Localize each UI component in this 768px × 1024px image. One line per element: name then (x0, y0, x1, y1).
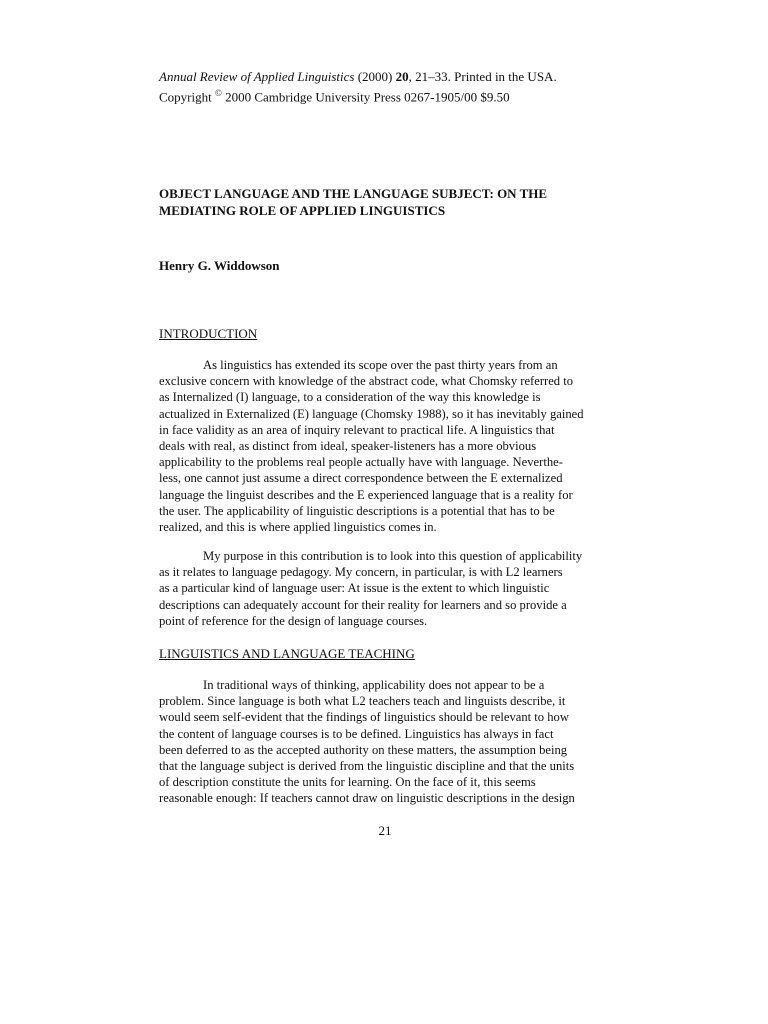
paragraph-line: less, one cannot just assume a direct correspondence between the E externalized (159, 471, 563, 486)
paragraph-line: My purpose in this contribution is to look into this question of applicability (203, 549, 583, 563)
paragraph-line: in face validity as an area of inquiry relevant to practical life. A linguistics that (159, 422, 555, 437)
paragraph-line: applicability to the problems real people actually have with language. Neverthe- (159, 455, 563, 470)
paragraph-line: problem. Since language is both what L2 teachers teach and linguists describe, it (159, 694, 566, 709)
paragraph-line: would seem self-evident that the findings of linguistics should be relevant to how (159, 710, 569, 725)
paragraph-line: As linguistics has extended its scope over the past thirty years from an (203, 358, 558, 372)
paragraph-line: language the linguist describes and the E experienced language that is a reality for (159, 487, 573, 502)
journal-year: (2000) (354, 69, 396, 84)
journal-name: Annual Review of Applied Linguistics (159, 69, 355, 84)
copyright-label: Copyright (159, 89, 215, 105)
paragraph-line: reasonable enough: If teachers cannot draw on linguistic descriptions in the design (159, 791, 575, 806)
paragraph-line: point of reference for the design of language courses. (159, 613, 428, 628)
paragraph-line: deals with real, as distinct from ideal, speaker-listeners has a more obvious (159, 439, 537, 454)
copyright-symbol: © (214, 88, 222, 98)
paragraph-line: the content of language courses is to be defined. Linguistics has always in fact (159, 726, 554, 741)
paragraph-line: been deferred to as the accepted authority on these matters, the assumption being (159, 742, 568, 757)
journal-citation-line-1 (159, 68, 619, 85)
page-number: 21 (378, 823, 392, 838)
paragraph-line: descriptions can adequately account for their reality for learners and so provide a (159, 597, 567, 612)
article-author: Henry G. Widdowson (159, 258, 280, 273)
journal-citation (159, 68, 619, 105)
paragraph-line: as Internalized (I) language, to a consideration of the way this knowledge is (159, 390, 541, 405)
paragraph-line: that the language subject is derived from the linguistic discipline and that the units (159, 759, 575, 774)
paragraph-line: as a particular kind of language user: At issue is the extent to which linguistic (159, 581, 550, 596)
journal-pages: , 21–33. Printed in the USA. (408, 69, 557, 84)
paragraph-line: exclusive concern with knowledge of the abstract code, what Chomsky referred to (159, 374, 574, 389)
paragraph-line: as it relates to language pedagogy. My concern, in particular, is with L2 learners (159, 565, 563, 580)
paragraph-intro-2 (159, 548, 609, 629)
paragraph-line: In traditional ways of thinking, applicability does not appear to be a (203, 678, 545, 692)
article-title-line: OBJECT LANGUAGE AND THE LANGUAGE SUBJECT: ON THE (159, 186, 548, 201)
article-title-line: MEDIATING ROLE OF APPLIED LINGUISTICS (159, 203, 446, 218)
paragraph-line: of description constitute the units for learning. On the face of it, this seems (159, 775, 536, 790)
paragraph-linguistics-1 (159, 677, 609, 807)
article-title (159, 185, 619, 219)
paragraph-line: the user. The applicability of linguistic descriptions is a potential that has to be (159, 503, 555, 518)
journal-volume: 20 (395, 69, 409, 84)
section-heading-linguistics: LINGUISTICS AND LANGUAGE TEACHING (159, 646, 415, 661)
paragraph-line: realized, and this is where applied linguistics comes in. (159, 520, 437, 535)
paragraph-intro-1 (159, 357, 609, 535)
paragraph-line: actualized in Externalized (E) language (Chomsky 1988), so it has inevitably gained (159, 406, 584, 421)
section-heading-introduction: INTRODUCTION (159, 326, 258, 341)
copyright-details: 2000 Cambridge University Press 0267-1905/00 $9.50 (221, 89, 510, 105)
journal-citation-line-2 (159, 85, 619, 105)
